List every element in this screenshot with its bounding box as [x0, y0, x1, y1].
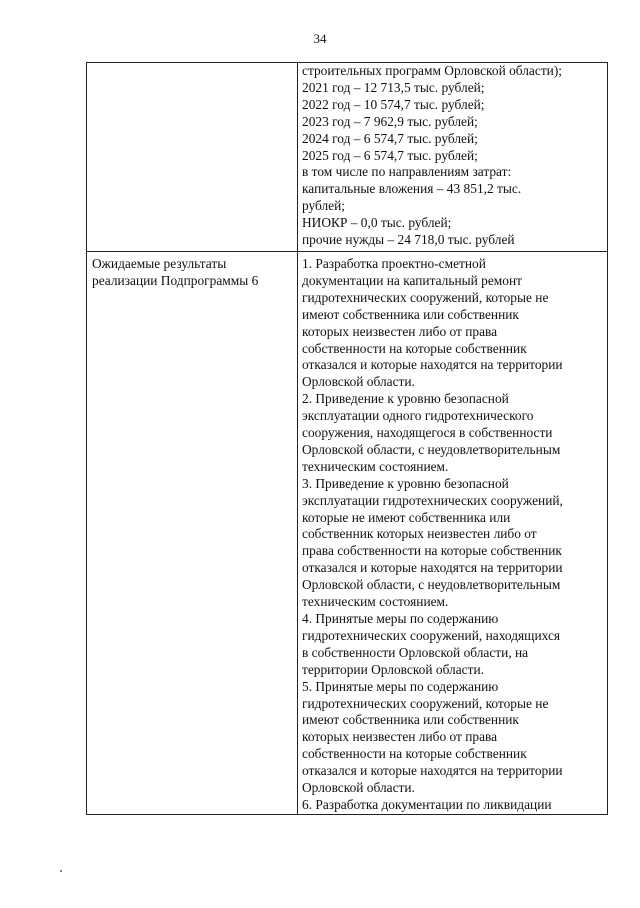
funding-line: 2022 год – 10 574,7 тыс. рублей; [302, 96, 485, 112]
funding-line: 2023 год – 7 962,9 тыс. рублей; [302, 113, 478, 129]
funding-line: 2024 год – 6 574,7 тыс. рублей; [302, 130, 478, 146]
result-line: 5. Принятые меры по содержанию [302, 678, 499, 694]
result-line: гидротехнических сооружений, которые не [302, 695, 549, 711]
funding-line: 2025 год – 6 574,7 тыс. рублей; [302, 147, 478, 163]
result-line: Орловской области, с неудовлетворительным [302, 577, 561, 593]
result-line: отказался и которые находятся на территории [302, 357, 563, 373]
table-row-expected-results [87, 251, 608, 814]
result-line: 3. Приведение к уровню безопасной [302, 475, 509, 491]
result-line: документации на капитальный ремонт [302, 272, 522, 288]
result-line: 4. Принятые меры по содержанию [302, 611, 499, 626]
funding-line: в том числе по направлениям затрат: [302, 164, 512, 180]
expected-results-list [298, 252, 607, 814]
funding-label [87, 63, 297, 65]
expected-results-label-cell [87, 251, 298, 814]
label-line: реализации Подпрограммы 6 [92, 272, 259, 288]
result-line: эксплуатации одного гидротехнического [302, 408, 534, 424]
result-line: Орловской области. [302, 374, 415, 390]
funding-line: капитальные вложения – 43 851,2 тыс. [302, 181, 522, 197]
result-line: территории Орловской области. [302, 661, 484, 677]
result-line: техническим состоянием. [302, 458, 449, 474]
expected-results-cell [298, 251, 608, 814]
result-line: Орловской области, с неудовлетворительным [302, 441, 561, 457]
result-line: которых неизвестен либо от права [302, 323, 498, 339]
scan-speck [60, 870, 62, 872]
result-line: гидротехнических сооружений, которые не [302, 289, 549, 305]
funding-line: прочие нужды – 24 718,0 тыс. рублей [302, 232, 515, 248]
funding-line: рублей; [302, 198, 346, 214]
result-line: 2. Приведение к уровню безопасной [302, 391, 509, 407]
funding-line: НИОКР – 0,0 тыс. рублей; [302, 215, 452, 231]
result-line: в собственности Орловской области, на [302, 644, 529, 660]
result-line: 6. Разработка документации по ликвидации [302, 796, 552, 812]
funding-details-cell [298, 63, 608, 252]
funding-details [298, 63, 607, 251]
result-line: отказался и которые находятся на территории [302, 560, 563, 576]
page-number: 34 [313, 31, 327, 46]
label-line: Ожидаемые результаты [92, 255, 227, 271]
result-line: гидротехнических сооружений, находящихся [302, 627, 561, 643]
result-line: 1. Разработка проектно-сметной [302, 255, 486, 271]
result-line: отказался и которые находятся на территории [302, 763, 563, 779]
result-line: имеют собственника или собственник [302, 712, 519, 728]
result-line: собственности на которые собственник [302, 340, 527, 356]
result-line: которых неизвестен либо от права [302, 729, 498, 745]
result-line: эксплуатации гидротехнических сооружений, [302, 492, 563, 508]
result-line: техническим состоянием. [302, 594, 449, 610]
table-row-funding [87, 63, 608, 252]
result-line: собственности на которые собственник [302, 746, 527, 762]
result-line: Орловской области. [302, 780, 415, 796]
passport-table [86, 62, 608, 815]
funding-line: строительных программ Орловской области); [302, 63, 563, 78]
result-line: которые не имеют собственника или [302, 509, 511, 525]
expected-results-label [87, 252, 297, 290]
funding-label-cell [87, 63, 298, 252]
result-line: имеют собственника или собственник [302, 306, 519, 322]
result-line: сооружения, находящегося в собственности [302, 425, 553, 441]
funding-line: 2021 год – 12 713,5 тыс. рублей; [302, 79, 485, 95]
result-line: права собственности на которые собственник [302, 543, 562, 559]
result-line: собственник которых неизвестен либо от [302, 526, 537, 542]
